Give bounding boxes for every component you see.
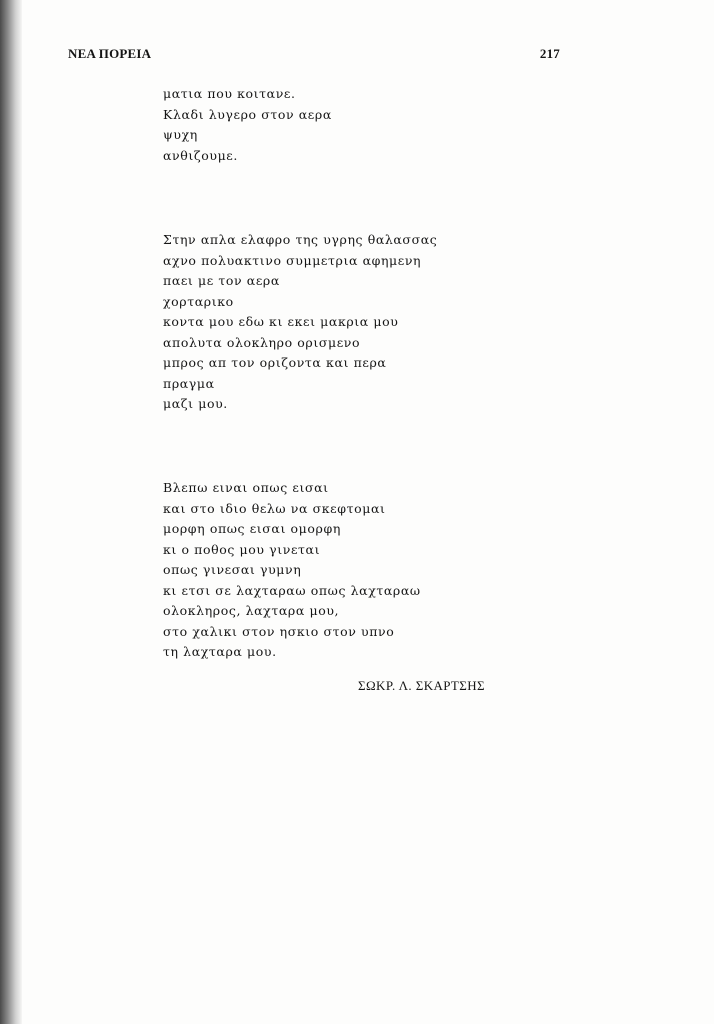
poem-line: και στο ιδιο θελω να σκεφτομαι bbox=[163, 500, 386, 516]
poem-line: οπως γινεσαι γυμνη bbox=[163, 562, 302, 577]
poem-line: αχνο πολυακτινο συμμετρια αφημενη bbox=[163, 252, 422, 268]
poem-line: Στην απλα ελαφρο της υγρης θαλασσας bbox=[163, 232, 438, 247]
poem-line: ολοκληρος, λαχταρα μου, bbox=[163, 603, 340, 618]
poem-line: μπρος απ τον οριζοντα και περα bbox=[163, 355, 387, 370]
poem-line: τη λαχταρα μου. bbox=[163, 644, 277, 659]
poem-line: μορφη οπως εισαι ομορφη bbox=[163, 521, 341, 536]
stanza-3 bbox=[163, 478, 523, 663]
poem-line: πραγμα bbox=[163, 375, 215, 391]
poem-line: στο χαλικι στον ησκιο στον υπνο bbox=[163, 623, 395, 639]
poem-line: μαζι μου. bbox=[163, 396, 228, 411]
poem-line: παει με τον αερα bbox=[163, 273, 280, 288]
poem-line: Βλεπω ειναι οπως εισαι bbox=[163, 480, 329, 495]
poem-line: χορταρικο bbox=[163, 293, 234, 309]
stanza-2 bbox=[163, 230, 523, 415]
stanza-1 bbox=[163, 84, 523, 166]
poem-line: κοντα μου εδω κι εκει μακρια μου bbox=[163, 314, 399, 329]
binding-shadow bbox=[0, 0, 22, 1024]
poem-line: ανθιζουμε. bbox=[163, 147, 238, 163]
page-number: 217 bbox=[539, 46, 560, 61]
poem-line: ματια που κοιτανε. bbox=[163, 86, 296, 101]
poem-line: ψυχη bbox=[163, 127, 198, 142]
poem-line: Κλαδι λυγερο στον αερα bbox=[163, 106, 332, 122]
poem-line: απολυτα ολοκληρο ορισμενο bbox=[163, 334, 361, 350]
journal-title: ΝΕΑ ΠΟΡΕΙΑ bbox=[68, 46, 152, 61]
poem-line: κι ετσι σε λαχταραω οπως λαχταραω bbox=[163, 582, 421, 598]
author-signature: ΣΩΚΡ. Λ. ΣΚΑΡΤΣΗΣ bbox=[358, 678, 485, 693]
running-head bbox=[68, 46, 560, 64]
poem-line: κι ο ποθος μου γινεται bbox=[163, 541, 321, 557]
